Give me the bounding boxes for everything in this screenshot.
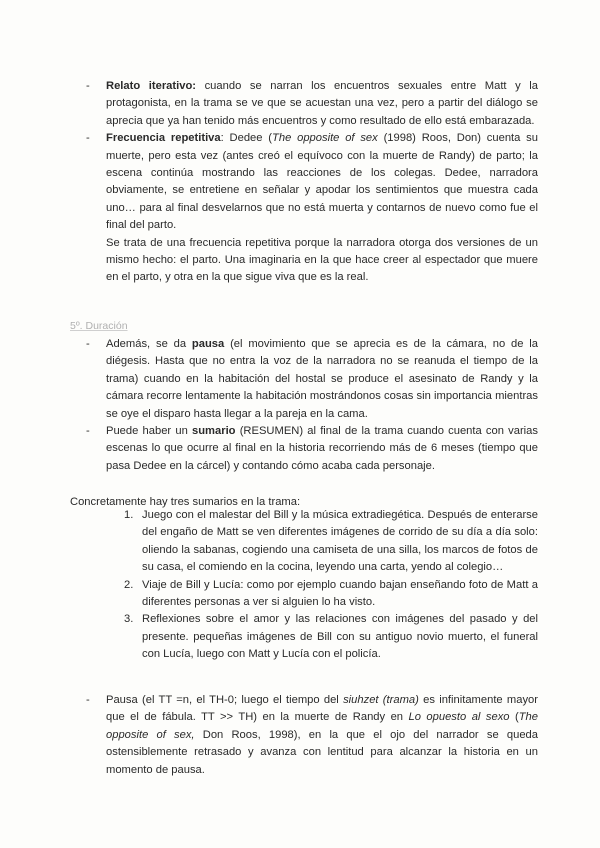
summary-number: 3. [124, 613, 134, 626]
list-item-sumario [86, 423, 538, 475]
list-item-pausa [86, 336, 538, 423]
summary-text: Viaje de Bill y Lucía: como por ejemplo cuando bajan enseñando foto de Matt a diferentes personas a ver si alguien lo ha visto. [142, 578, 538, 609]
term-frecuencia-repetitiva: Frecuencia repetitiva [106, 132, 221, 145]
summaries-list [120, 507, 538, 664]
summary-number: 2. [124, 578, 134, 591]
film-title-en: The opposite of sex, [106, 711, 538, 741]
film-title-es: Lo opuesto al sexo [408, 711, 510, 724]
section-heading: 5º. Duración [70, 320, 128, 332]
item-text: (RESUMEN) al final de la trama cuando cuenta con varias escenas lo que ocurre al final en la historia recorriendo más de 6 meses (tiempo que pasa Dedee en la cárcel) y contando cómo acaba cada personaje. [106, 425, 538, 472]
item-text: cuando se narran los encuentros sexuales entre Matt y la protagonista, en la trama se ve que se acuestan una vez, pero a partir del diálogo se aprecia que ya han tenido más encuentros y como resultado de ello está embarazada. [106, 80, 538, 127]
item-text-1: Pausa (el TT =n, el TH-0; luego el tiempo del [106, 694, 344, 706]
item-text: (1998) Roos, Don) cuenta su muerte, pero esta vez (antes creó el equívoco con la muerte de Randy) de parto; la escena continúa mostrando las reacciones de los colegas. Dedee, narradora obviamente, se entretiene en señalar y apodar los sentimientos que muestra cada uno… para al final desvelarnos que no está muerta y contarnos de nuevo como fue el final del parto. [106, 132, 538, 232]
item-text-4: Don Roos, 1998), en la que el ojo del narrador se queda ostensiblemente retrasado y avanza con lentitud para alcanzar la historia en un momento de pausa. [106, 728, 538, 776]
frequency-list [86, 78, 538, 287]
item-text-2: es infinitamente mayor que el de fábula. TT >> TH) en la muerte de Randy en [106, 694, 539, 724]
term-sumario: sumario [191, 425, 236, 438]
list-item-relato-iterativo [86, 78, 538, 130]
list-item-pausa-detail [86, 692, 538, 779]
summary-intro: Concretamente hay tres sumarios en la trama: [70, 496, 301, 508]
item-follow-paragraph: Se trata de una frecuencia repetitiva porque la narradora otorga dos versiones de un mismo hecho: el parto. Una imaginaria en la que hace creer al espectador que muere en el parto, y otra en la que sigue viva que es la real. [106, 236, 538, 284]
summary-text: Reflexiones sobre el amor y las relaciones con imágenes del pasado y del presente. pequeñas imágenes de Bill con su antiguo novio muerto, el funeral con Lucía, luego con Matt y Lucía con el policía. [142, 613, 538, 661]
term-relato-iterativo: Relato iterativo: [106, 80, 197, 92]
summary-item [120, 611, 538, 663]
pause-list [86, 692, 538, 779]
summary-item [120, 507, 538, 577]
summary-item [120, 577, 538, 612]
summary-number: 1. [124, 509, 134, 521]
term-pausa: pausa [191, 338, 225, 350]
summary-text: Juego con el malestar del Bill y la música extradiegética. Después de enterarse del engaño de Matt se ven diferentes imágenes de corrido de su día a día solo: oliendo la sabanas, cogiendo una camiseta de una silla, los marcos de fotos de su casa, el comiendo en la cocina, leyendo una carta, yendo al colegio… [142, 509, 538, 574]
item-pre: Además, se da [106, 338, 192, 350]
item-text: (el movimiento que se aprecia es de la cámara, no de la diégesis. Hasta que no entra la voz de la narradora no se reanuda el tiempo de la trama) cuando en la habitación del hostal se produce el asesinato de Randy y la cámara recorre lentamente la habitación mostrándonos cosas sin importancia mientras se oye el disparo hasta llegar a la pareja en la cama. [106, 338, 538, 420]
item-pre: Puede haber un [106, 425, 192, 438]
item-text-3: ( [509, 711, 519, 724]
list-item-frecuencia-repetitiva [86, 130, 538, 287]
italic-siuhzet: siuhzet (trama) [343, 694, 419, 706]
film-title: The opposite of sex [272, 132, 378, 145]
duration-list [86, 336, 538, 475]
item-pre: : Dedee ( [220, 132, 273, 145]
